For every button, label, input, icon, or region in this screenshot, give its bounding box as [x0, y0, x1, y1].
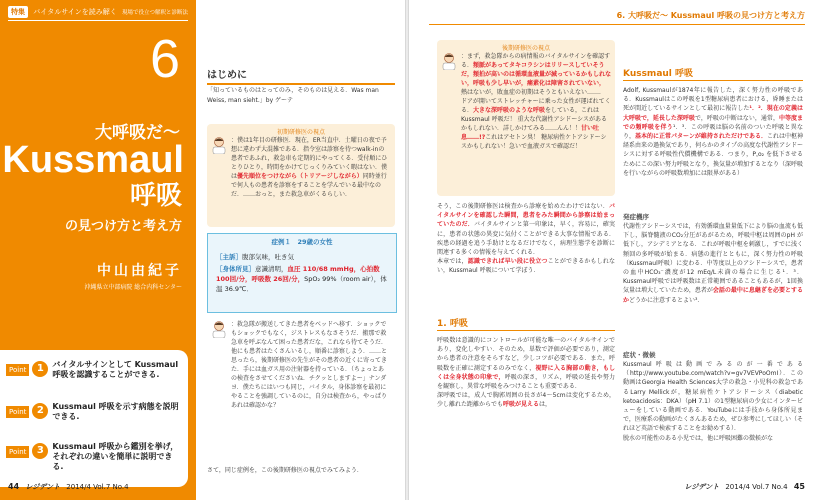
body-text: で，呼吸の中断はない，通常，	[694, 114, 779, 122]
body-text: 本章では，	[437, 258, 468, 266]
body-highlight: 認識できれば早い段に役立つ	[467, 258, 548, 266]
body-text: これは中枢神経系由来の過換気であり，何らかのタイプの高度な代謝性アシドーシスに対する呼吸性代償機構である．つまり，P꜀o₂ を低下させるためにこの深い努力呼吸となり，換気量が増加するとなり（深呼吸を行いながらの呼吸数増加には限界がある）	[623, 133, 804, 177]
dialog-text-part: ：僕は1年目の研修医．現在，ER当直中．土曜日の夜で予想に違わず大混雑である．指令室は診察を待つwalk-inの患者であふれ，救急車も定期的にやってくる．受付順にひとりひとり，時間をかけてじっくりみていく暇はない．僕は	[231, 137, 388, 180]
dialog-text-part: 熱はないが，敗血症の初期はそうともいえない……．ドアが開いてストレッチャーに乗った女性が運ばれてくる．	[461, 89, 611, 114]
body-text: バイタルサインと第一印象は，早く，容易に，確実に，患者の状態の異変に気付くことができる大事な情報である．疾患の経過を追う手助けとなるだけでなく，病理生態学を診断に関連する多くの情報を与えてくれる．	[437, 221, 615, 257]
left-page	[0, 0, 405, 500]
title-line-1: 大呼吸だ〜	[95, 123, 180, 143]
point-text: Kussmaul 呼吸から鑑別を挙げ，それぞれの違いを簡単に説明できる.	[52, 442, 179, 471]
body-text: ¹．³．この呼吸は脳の名前のついた呼吸と異なり，	[623, 123, 803, 141]
header-rule	[8, 20, 188, 21]
point-label: Point	[6, 446, 29, 458]
dialog-text	[461, 52, 611, 151]
case-vitals: 血圧 110/68 mmHg，心拍数 100回/分，呼吸数 26回/分，	[216, 265, 380, 283]
section-1-title: 1. 呼吸	[437, 319, 468, 329]
body-highlight: 中等度までの頻呼吸を伴う	[623, 114, 803, 131]
magazine-name: レジデント	[684, 483, 720, 491]
point-text: バイタルサインとして Kussmaul 呼吸を認識することができる.	[52, 360, 179, 379]
point-3	[6, 442, 182, 472]
doctor-avatar-icon	[441, 52, 457, 70]
body-text: Kussmaul呼吸は動画でみるのが一番である（http://www.youtube.com/watch?v=gv7VEVPoOmI）．この動画はGeorgia Health Sciences大学の救急・小児科の救急であるLarry Mellickが，糖尿病性ケトアシドーシス（diabetic ketoacidosis：DKA）（p𝐇 7.1）の1型糖尿病の少女にインタービューをしている動画である．YouTubeには手技から身体所見まで，医療系の動画がたくさんあるため，ぜひ参考にしてほしい（それほど英語で検索することをお勧めする）．	[623, 361, 803, 433]
case-complaint	[216, 252, 392, 262]
dialog-text-part: これはアセトン臭！ 糖尿病性ケトアシドーシスかもしれない！急いで血液ガスで確認だ！	[461, 134, 607, 150]
subsection-symptoms: 症状・微候	[623, 351, 656, 359]
case-box	[207, 233, 397, 313]
section-rule	[623, 80, 803, 81]
dialog-highlight: 甘い吐息……!?	[461, 125, 600, 141]
transition-text: さて，同じ症例を，この後期研修医の視点でみてみよう．	[207, 467, 363, 474]
junior-resident-dialog-2	[207, 318, 395, 456]
author-name: 中山由紀子	[97, 263, 182, 279]
dialog-highlight: 優先順位をつけながら（トリアージしながら）	[237, 173, 363, 180]
section-2-body	[623, 86, 803, 178]
point-number: 1	[32, 361, 48, 377]
case-value: 意識清明，	[255, 265, 288, 273]
title-panel	[0, 0, 196, 500]
body-highlight: ¹．²．現在の定義は大呼吸で，延長した深呼吸	[623, 105, 803, 122]
issue-info: 2014/4 Vol.7 No.4	[725, 483, 788, 491]
point-text: Kussmaul 呼吸を示す病態を説明できる.	[52, 402, 179, 421]
title-line-3: 呼吸	[129, 181, 182, 211]
junior-resident-dialog	[207, 124, 395, 227]
intro-quote: 「知っているものはとってのみ，そのものは見える．Was man Weiss, man sieht.」by ゲーテ	[207, 87, 379, 104]
dialog-text: ：救急隊が搬送してきた患者をベッドへ移す．ショックでもショックでもなく，ジストレスもなさそうだ．搬那で救急車を呼ぶなんて困った患者だな，これなら待てそうだ．他にも患者はたくさんいるし，順番に診察しよう．……と思ったら，後期研修医の先生がその患者の近くに寄ってきた．手には血ガス用の注射器を持っている．（ちょっとあの検査をさせてくださいね．チクッとしますよー」ナンダヨ．僕たちにはいつも同じ，バイタル，身体診察を最初にやることを強調しているのに，自分は検査から，やっぱりあれは確認かな？	[231, 321, 388, 409]
body-highlight: バイタルサインを確認した瞬間，患者をみた瞬間から診察は始まっていたのだ．	[437, 203, 615, 229]
body-text: 代謝性アシドーシスでは，有効循環血量量低下により脳の血流も低下し，脳脊髄液のCO₂分圧があがるため，呼吸中枢は周囲のpH が低下し，アシデミアとなる．これが呼吸中枢を刺激し，すでに浅く頻回の多呼吸が始まる．病態の進行とともに，深く努力性の呼吸（Kussmaul呼吸）に変わる．中等度以上のアシドーシスで，患者の血中HCO₃⁻濃度が12 mEq/L未満の場合に生じる¹．³．Kussmaul呼吸では呼吸数は正常範囲であることもあるが，1回換気量は増大していたため，患者が	[623, 223, 803, 295]
section-rule	[437, 330, 615, 331]
case-value: SpO₂ 99%（room air），体温 36.9℃．	[216, 275, 387, 293]
body-highlight: 会話の最中に息継ぎを必要とするか	[623, 287, 803, 304]
case-label: ［身体所見］	[216, 265, 255, 273]
doctor-avatar-icon	[211, 320, 227, 338]
body-text: どうかに注意するとよい³．	[629, 296, 704, 304]
running-head: 6. 大呼吸だ〜 Kussmaul 呼吸の見つけ方と考え方	[616, 11, 805, 20]
body-text: そう，この後期研修医は検査から診療を始めたわけではない．	[437, 203, 609, 210]
body-text: ことができるかもしれない，Kussmaul 呼吸について学ぼう．	[437, 258, 615, 275]
page-number: 44	[8, 482, 20, 491]
section-2-title: Kussmaul 呼吸	[623, 69, 694, 79]
dialog-text-part: をしている，これはKussmaul 呼吸だ！ 重大な代謝性アシドーシスがあるかもしれない．詳しかけてみる……んん！！	[461, 107, 607, 132]
left-footer	[8, 482, 129, 492]
body-highlight: 視野に入る胸部の動き，もしくは全身状態の印象で，	[437, 364, 615, 381]
running-head-rule	[429, 24, 805, 25]
point-1	[6, 360, 182, 380]
title-line-2: Kussmaul	[2, 139, 184, 181]
right-footer	[684, 482, 805, 492]
mechanism-body	[623, 222, 803, 305]
section-1-body	[437, 336, 615, 410]
dialog-text	[231, 136, 389, 199]
doctor-avatar-icon	[211, 136, 227, 154]
body-text: 深呼吸では，成人で胸郭周囲の長さが4〜5cmは変化するため，少し離れた距離からでも	[437, 392, 615, 409]
points-box	[0, 350, 188, 487]
body-highlight: 基本的に正常パターンが維持されただけである．	[635, 133, 767, 141]
point-label: Point	[6, 364, 29, 376]
case-label: ［主訴］	[216, 253, 242, 261]
body-text: は，	[538, 401, 551, 409]
symptoms-body	[623, 360, 803, 443]
dialog-title: 初期研修医の視点	[276, 129, 325, 136]
chapter-number: 6	[150, 29, 181, 89]
case-title: 症例１ 29歳の女性	[271, 238, 333, 246]
case-value: 腹部気味，吐き気	[242, 253, 294, 261]
point-2	[6, 402, 182, 422]
body-text: 呼吸の深さ，リズム，呼吸の延長や努力を観察し，異常な呼吸をみつけることも重要である．	[437, 373, 615, 391]
point-number: 3	[32, 443, 48, 459]
series-subtitle: 現場で役立つ解釈と診断法	[121, 10, 188, 16]
point-label: Point	[6, 406, 29, 418]
case-exam	[216, 264, 392, 294]
senior-resident-dialog	[437, 40, 615, 196]
dialog-highlight: 頻脈があってタキコラシンはリリースしていそうだ，頻拍が高いのは循環血液量が減っているかもしれない，呼吸も少し早いが，痛素化は障害されていない，	[461, 62, 612, 87]
dialog-highlight: 大きな深呼吸のような呼吸	[473, 107, 546, 114]
author-affiliation: 沖縄県立中部病院 総合内科センター	[84, 284, 182, 291]
dialog-text-part: 同時並行で何人もの患者を診察をすることを学んでいる最中なのだ．……おっと，また救急車がくるらしい．	[231, 173, 387, 198]
feature-tag: 特集	[8, 6, 28, 18]
right-page	[409, 0, 817, 500]
dialog-text-part: ：まず，救急隊からの病情報のバイタルサインを確認する．	[461, 53, 611, 69]
title-line-4: の見つけ方と考え方	[64, 219, 182, 234]
body-text: 呼吸数は意識的にコントロールが可能な唯一のバイタルサインであり，変化しやすい．そのため，単数で評価が必要であり，測定から患者の注意をそらすなど，少しコツが必要である．また，呼吸数を正確に測定するのみでなく，	[437, 337, 615, 372]
issue-info: 2014/4 Vol.7 No.4	[66, 483, 129, 491]
body-highlight: 呼吸が見える	[502, 401, 539, 409]
series-header	[8, 6, 188, 18]
series-title: バイタルサインを読み解く	[33, 8, 117, 16]
point-number: 2	[32, 403, 48, 419]
magazine-name: レジデント	[25, 483, 61, 491]
body-text: Adolf, Kussmaulが1874年に報告した，深く努力性の呼吸である．Kussmaulはこの呼吸を1型糖尿病患者における，昏睡または死が間近しているサインとして最初に報告した	[623, 87, 803, 113]
body-text: 脱水の可能性のある小児では，他に呼吸困難の徴候がな	[623, 434, 774, 442]
page-number: 45	[793, 482, 805, 491]
intro-heading: はじめに	[207, 66, 395, 85]
subsection-mechanism: 発症機序	[623, 213, 649, 221]
dialog-title: 後期研修医の視点	[501, 45, 550, 52]
mid-paragraph	[437, 202, 615, 276]
